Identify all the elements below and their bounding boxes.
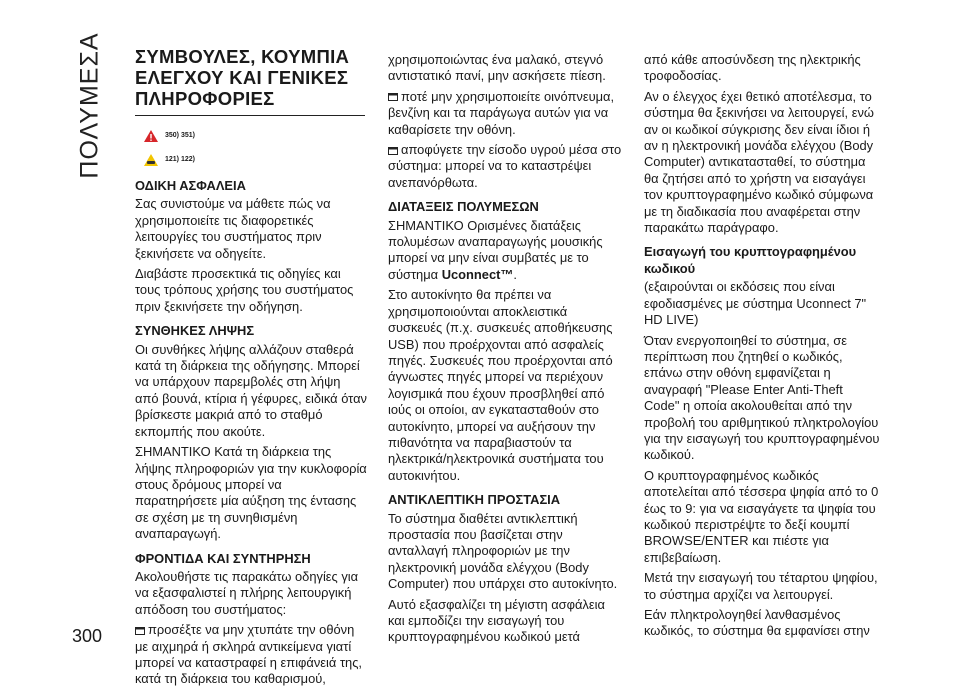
paragraph: χρησιμοποιώντας ένα μαλακό, στεγνό αντιστατικό πανί, μην ασκήσετε πίεση. (388, 52, 606, 84)
paragraph: Το σύστημα διαθέτει αντικλεπτική προστασία που βασίζεται στην ανταλλαγή πληροφοριών με την ηλεκτρονική μονάδα ελέγχου (Body Computer) που υπάρχει στο αυτοκίνητο. (388, 510, 618, 592)
warning-refs: 121) 122) (165, 155, 195, 163)
page-number: 300 (72, 626, 103, 646)
section-title (135, 46, 367, 109)
paragraph: Εάν πληκτρολογηθεί λανθασμένος κωδικός, το σύστημα θα εμφανίσει στην (644, 607, 870, 639)
bullet-item (388, 89, 624, 138)
warning-reference-row (143, 126, 367, 146)
paragraph: Αυτό εξασφαλίζει τη μέγιστη ασφάλεια και εμποδίζει την εισαγωγή του κρυπτογραφημένου κωδικού μετά (388, 596, 605, 645)
column-2 (388, 52, 624, 650)
warning-red-triangle-icon (143, 129, 159, 143)
text-run-bold: Uconnect™ (441, 266, 514, 282)
bullet-square-icon (388, 93, 398, 101)
bullet-item (135, 622, 367, 688)
title-divider (135, 115, 365, 116)
bullet-square-icon (135, 627, 145, 635)
paragraph: Διαβάστε προσεκτικά τις οδηγίες και τους τρόπους χρήσης του συστήματος πριν ξεκινήσετε την οδήγηση. (135, 266, 354, 314)
column-3 (644, 52, 880, 644)
text-run: ΣΗΜΑΝΤΙΚΟ Ορισμένες διατάξεις πολυμέσων αναπαραγωγής μουσικής μπορεί να μην είναι συμβατές με το σύστημα (388, 217, 603, 282)
column-1 (135, 46, 367, 692)
heading-antitheft: ΑΝΤΙΚΛΕΠΤΙΚΗ ΠΡΟΣΤΑΣΙΑ (388, 492, 561, 508)
section-side-tab (70, 30, 110, 180)
paragraph: Ακολουθήστε τις παρακάτω οδηγίες για να εξασφαλιστεί η πλήρης λειτουργική απόδοση του συστήματος: (135, 568, 359, 617)
bullet-item (388, 142, 624, 191)
paragraph (388, 218, 624, 284)
paragraph: Μετά την εισαγωγή του τέταρτου ψηφίου, το σύστημα αρχίζει να λειτουργεί. (644, 570, 878, 602)
text-run: . (513, 266, 517, 282)
paragraph: Οι συνθήκες λήψης αλλάζουν σταθερά κατά τη διάρκεια της οδήγησης. Μπορεί να υπάρχουν παρεμβολές στη λήψη από βουνά, κτίρια ή γέφυρες, ειδικά όταν βρίσκεστε μακριά από το σταθμό εκπομπής που ακούτε. (135, 341, 367, 439)
paragraph: Όταν ενεργοποιηθεί το σύστημα, σε περίπτωση που ζητηθεί ο κωδικός, επάνω στην οθόνη εμφανίζεται η αναγραφή "Please Enter Anti-Theft Code" η οποία ακολουθείται από την προβολή του αριθμητικού πληκτρολογίου για την εισαγωγή του κρυπτογραφημένου κωδικού. (644, 332, 880, 463)
warning-refs: 350) 351) (165, 131, 195, 139)
section-side-tab-label: ΠΟΛΥΜΕΣΑ (75, 31, 104, 179)
section-title-line: ΕΛΕΓΧΟΥ ΚΑΙ ΓΕΝΙΚΕΣ (135, 67, 349, 88)
paragraph: από κάθε αποσύνδεση της ηλεκτρικής τροφοδοσίας. (644, 52, 861, 84)
heading-care-maintenance: ΦΡΟΝΤΙΔΑ ΚΑΙ ΣΥΝΤΗΡΗΣΗ (135, 550, 311, 566)
paragraph: ΣΗΜΑΝΤΙΚΟ Κατά τη διάρκεια της λήψης πληροφοριών για την κυκλοφορία στους δρόμους μπορεί να παρατηρήσετε μία αύξηση της έντασης σε σχέση με τη συνηθισμένη αναπαραγωγή. (135, 444, 367, 542)
paragraph: Αν ο έλεγχος έχει θετικό αποτέλεσμα, το σύστημα θα ξεκινήσει να λειτουργεί, ενώ αν οι κωδικοί σύγκρισης δεν είναι ίδιοι ή αν η ηλεκτρονική μονάδα ελέγχου (Body Computer) αντικατασταθεί, το σύστημα θα ζητήσει από το χρήστη να εισαγάγει τον κρυπτογραφημένο κωδικό σύμφωνα με τη διαδικασία που αναφέρεται στην παρακάτω παράγραφο. (644, 88, 874, 236)
heading-road-safety: ΟΔΙΚΗ ΑΣΦΑΛΕΙΑ (135, 178, 246, 193)
heading-reception: ΣΥΝΘΗΚΕΣ ΛΗΨΗΣ (135, 323, 255, 339)
heading-media-devices: ΔΙΑΤΑΞΕΙΣ ΠΟΛΥΜΕΣΩΝ (388, 199, 539, 215)
bullet-square-icon (388, 147, 398, 155)
paragraph: Στο αυτοκίνητο θα πρέπει να χρησιμοποιούνται αποκλειστικά συσκευές (π.χ. συσκευές αποθήκευσης USB) που προέρχονται από ασφαλείς πηγές. Συσκευές που προέρχονται από άγνωστες πηγές μπορεί να περιέχουν λογισμικά που έχουν προσβληθεί από ιούς οι οποίοι, αν εγκατασταθούν στο αυτοκίνητο, μπορεί να αυξήσουν την πιθανότητα να παραβιαστούν τα ηλεκτρικά/ηλεκτρονικά συστήματα του αυτοκινήτου. (388, 287, 613, 483)
bullet-text: ποτέ μην χρησιμοποιείτε οινόπνευμα, βενζίνη και τα παράγωγα αυτών για να καθαρίσετε την οθόνη. (388, 88, 615, 137)
paragraph: Ο κρυπτογραφημένος κωδικός αποτελείται από τέσσερα ψηφία από το 0 έως το 9: για να εισαγάγετε τα ψηφία του κωδικού περιστρέψτε το δεξί κουμπί BROWSE/ENTER και πιέστε για επιβεβαίωση. (644, 467, 879, 565)
heading-code-entry: Εισαγωγή του κρυπτογραφημένου κωδικού (644, 244, 857, 276)
bullet-text: προσέξτε να μην χτυπάτε την οθόνη με αιχμηρά ή σκληρά αντικείμενα γιατί μπορεί να καταστραφεί η επιφάνειά της, κατά τη διάρκεια του καθαρισμού, (135, 622, 363, 687)
section-title-line: ΣΥΜΒΟΥΛΕΣ, ΚΟΥΜΠΙΑ (135, 46, 350, 67)
paragraph: Σας συνιστούμε να μάθετε πώς να χρησιμοποιείτε τις διαφορετικές λειτουργίες του συστήματος πριν ξεκινήσετε να οδηγείτε. (135, 196, 331, 261)
warning-yellow-triangle-icon (143, 153, 159, 167)
paragraph: (εξαιρούνται οι εκδόσεις που είναι εφοδιασμένες με σύστημα Uconnect 7" HD LIVE) (644, 279, 867, 328)
warning-reference-row (143, 150, 367, 170)
section-title-line: ΠΛΗΡΟΦΟΡΙΕΣ (135, 88, 275, 109)
bullet-text: αποφύγετε την είσοδο υγρού μέσα στο σύστημα: μπορεί να το καταστρέψει ανεπανόρθωτα. (388, 142, 622, 190)
